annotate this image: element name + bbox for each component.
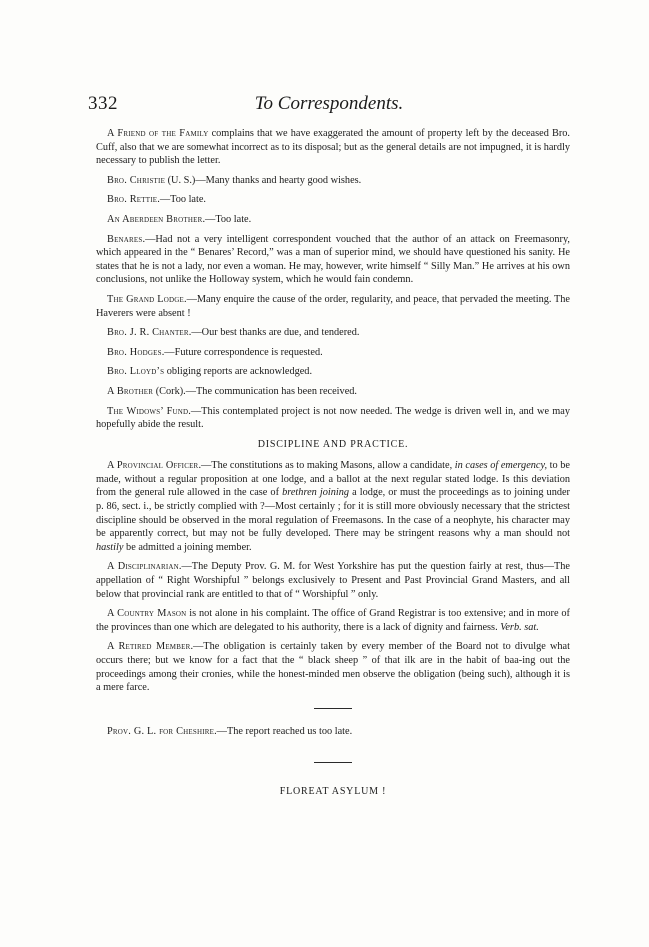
entry-italic: in cases of emergency, [454, 460, 548, 472]
correspondent-entry [96, 326, 570, 340]
correspondent-entry [96, 293, 570, 320]
entry-text: .—Our best thanks are due, and tendered. [188, 327, 360, 339]
entry-text: .—The report reached us too late. [214, 725, 353, 737]
entry-lead: The Grand Lodge [107, 293, 184, 305]
entry-text: is not alone in his complaint. The office of Grand Registrar is too extensive; and in more of the provinces than one which are delegated to his authority, there is a lack of dignity and fairness. [96, 608, 570, 633]
entry-lead: A Disciplinarian [107, 561, 179, 573]
correspondent-entry [96, 193, 570, 207]
discipline-entry [96, 560, 570, 601]
entry-italic: brethren joining [282, 487, 350, 499]
entry-lead: A Retired Member [107, 641, 191, 653]
divider-rule [314, 762, 352, 763]
entry-text: a lodge, or must the proceedings as to joining under p. 86, sect. i., be strictly complied with ?—Most certainly ; for it is still more obviously necessary that the strictest discipline should be observed in the moral regulation of Freemasons. In the case of a neophyte, his character may be apparently correct, but may not be fully developed. There may be stringent reasons why a man should not [96, 487, 570, 540]
correspondent-entry [96, 127, 570, 168]
entry-text: .—This contemplated project is not now needed. The wedge is driven well in, and we may hopefully abide the result. [96, 405, 570, 431]
entry-text: complains that we have exaggerated the amount of property left by the deceased Bro. Cuff, also that we are somewhat incorrect as to its disposal; but as the general details are not impugned, it is hardly necessary to publish the letter. [96, 128, 570, 167]
discipline-entry [96, 640, 570, 694]
entry-italic: hastily [96, 541, 124, 553]
entry-lead: Bro. Rettie [107, 194, 158, 206]
entry-text: (Cork).—The communication has been received. [153, 385, 357, 397]
entry-text: .—The Deputy Prov. G. M. for West Yorkshire has put the question fairly at rest, thus—The appellation of “ Right Worshipful ” belongs exclusively to Present and Past Provincial Grand Masters, and all below that provincial rank are entitled to that of “ Worshipful ” only. [96, 561, 570, 600]
page-body [96, 127, 570, 799]
divider-rule [314, 708, 352, 709]
running-head: To Correspondents. [254, 93, 404, 114]
correspondent-entry [96, 405, 570, 432]
entry-lead: Bro. J. R. Chanter [107, 327, 189, 339]
entry-text: .—Many enquire the cause of the order, regularity, and peace, that pervaded the meeting. The Haverers were absent ! [96, 293, 570, 319]
cheshire-entry [96, 725, 570, 739]
discipline-entry [96, 459, 570, 554]
discipline-entry [96, 607, 570, 634]
correspondent-entry [96, 213, 570, 227]
correspondent-entry [96, 346, 570, 360]
entry-text: to be made, without a regular proposition at one lodge, and a ballot at the next regular stated lodge. Is this deviation from the general rule allowed in the case of [96, 460, 570, 499]
entry-lead: Bro. Hodges [107, 346, 162, 358]
entry-text: be admitted a joining member. [123, 541, 252, 553]
entry-lead: Prov. G. L. for Cheshire [107, 725, 215, 737]
entry-lead: A Friend of the Family [107, 128, 209, 139]
entry-text: .—Had not a very intelligent correspondent vouched that the author of an attack on Freemasonry, which appeared in the “ Benares’ Record,” was a man of superior mind, we should have questioned his sanity. He states that he is not a lady, nor even a woman. He may, however, write himself “ Silly Man.” He arrives at his own conclusions, not unlike the Holloway system, which he would fain condemn. [96, 233, 570, 286]
entry-lead: Bro. Christie [107, 174, 166, 186]
page-header [88, 93, 570, 117]
entry-lead: The Widows’ Fund [107, 405, 189, 417]
entry-text: .—Future correspondence is requested. [161, 346, 323, 358]
section-heading: DISCIPLINE AND PRACTICE. [257, 438, 409, 450]
correspondent-entry [96, 385, 570, 399]
entry-text: obliging reports are acknowledged. [164, 366, 313, 378]
correspondent-entry [96, 233, 570, 287]
entry-text: .—The constitutions as to making Masons, allow a candidate, [198, 460, 455, 472]
entry-lead: Benares [107, 233, 143, 245]
entry-lead: A Brother [107, 385, 154, 397]
entry-text: (U. S.)—Many thanks and hearty good wishes. [165, 174, 362, 186]
correspondent-entry [96, 174, 570, 188]
entry-text: .—The obligation is certainly taken by every member of the Board not to divulge what occurs there; but we know for a fact that the “ black sheep ” of that ilk are in the habit of baa-ing out the proceedings among their cronies, while the honest-minded men observe the obligation (being such), although it is a mere farce. [96, 641, 570, 694]
entry-text: .—Too late. [202, 213, 252, 225]
correspondent-entry [96, 365, 570, 379]
entry-text: .—Too late. [157, 194, 206, 206]
page-number: 332 [88, 93, 118, 114]
entry-lead: Bro. Lloyd’s [107, 366, 165, 378]
entry-lead: An Aberdeen Brother [107, 213, 203, 225]
entry-lead: A Provincial Officer [107, 460, 199, 472]
entry-lead: A Country Mason [107, 608, 187, 620]
closing-heading: FLOREAT ASYLUM ! [279, 786, 387, 798]
entry-italic: Verb. sat. [500, 621, 539, 633]
